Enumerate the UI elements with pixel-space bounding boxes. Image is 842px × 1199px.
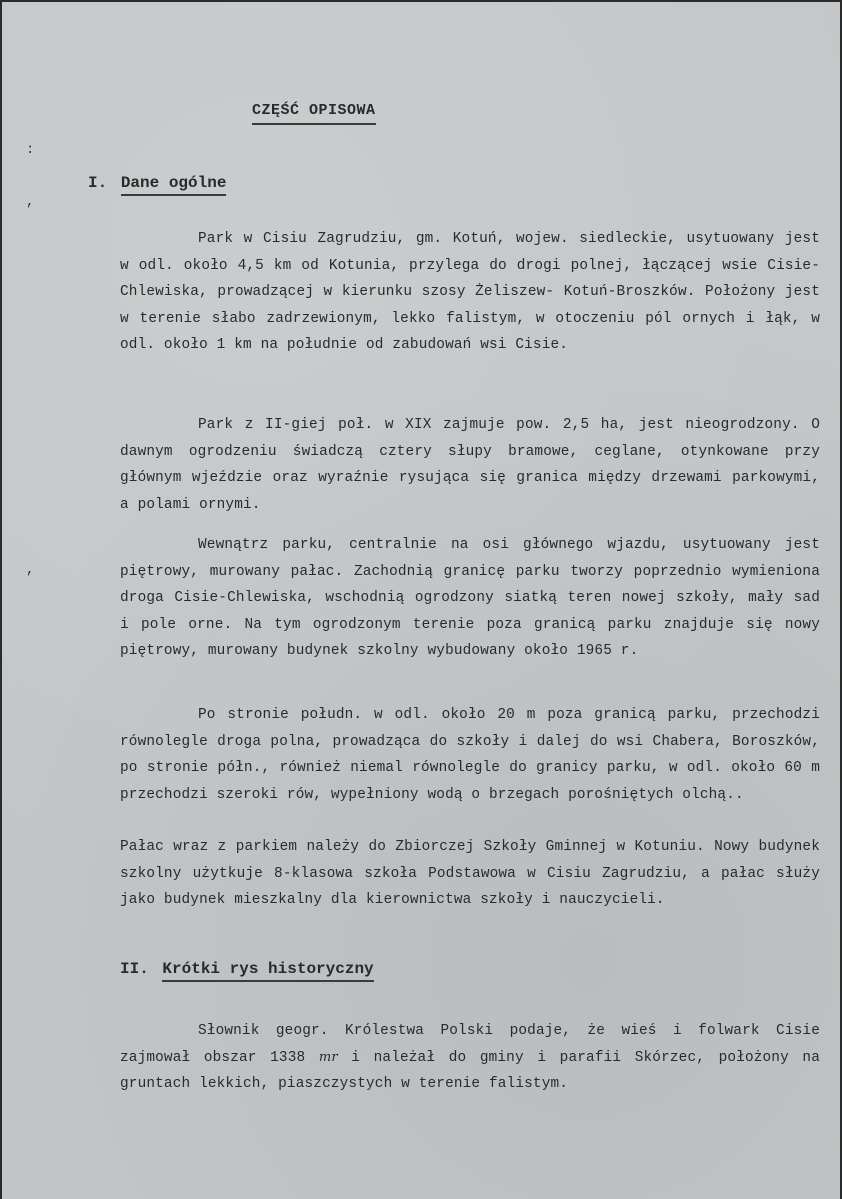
history-text-end: i należał do gminy i parafii Skórzec, położony na gruntach lekkich, piaszczystych w terenie falistym. [120,1049,821,1092]
paragraph-area: Park z II-giej poł. w XIX zajmuje pow. 2,5 ha, jest nieogrodzony. O dawnym ogrodzeniu świadczą cztery słupy bramowe, ceglane, otynkowane przy głównym wjeździe oraz wyraźnie rysująca się granica między drzewami parkowymi, a polami ornymi. [120,417,820,513]
page-title: CZĘŚĆ OPISOWA [252,102,376,125]
margin-mark: , [26,194,35,210]
section-number: I. [88,174,108,192]
section-number: II. [120,960,149,978]
paragraph-palace: Wewnątrz parku, centralnie na osi głównego wjazdu, usytuowany jest piętrowy, murowany pałac. Zachodnią granicę parku tworzy poprzednio wymieniona droga Cisie-Chlewiska, wschodnią ogrodzony siatką teren nowej szkoły, mały sad i pole orne. Na tym ogrodzonym terenie poza granicą parku znajduje się nowy piętrowy, murowany budynek szkolny wybudowany około 1965 r. [120,537,820,659]
section-title: Krótki rys historyczny [162,960,373,982]
section-title: Dane ogólne [121,174,227,196]
paragraph-ownership: Pałac wraz z parkiem należy do Zbiorczej Szkoły Gminnej w Kotuniu. Nowy budynek szkolny użytkuje 8-klasowa szkoła Podstawowa w Cisiu Zagrudziu, a pałac służy jako budynek mieszkalny dla kierownictwa szkoły i nauczycieli. [120,839,820,908]
section-heading-2 [120,960,374,982]
paragraph-history [120,1018,820,1098]
margin-mark: , [26,562,35,578]
paragraph-location: Park w Cisiu Zagrudziu, gm. Kotuń, wojew. siedleckie, usytuowany jest w odl. około 4,5 km od Kotunia, przylega do drogi polnej, łączącej wsie Cisie-Chlewiska, prowadzącej w kierunku szosy Żeliszew- Kotuń-Broszków. Położony jest w terenie słabo zadrzewionym, lekko falistym, w otoczeniu pól ornych i łąk, w odl. około 1 km na południe od zabudowań wsi Cisie. [120,231,820,353]
margin-mark: : [26,142,35,158]
history-text-start: Słownik geogr. Królestwa Polski podaje, że wieś i folwark Cisie zajmował obszar 1338 [120,1023,820,1066]
paragraph-surroundings: Po stronie połudn. w odl. około 20 m poza granicą parku, przechodzi równolegle droga polna, prowadząca do szkoły i dalej do wsi Chabera, Boroszków, po stronie półn., również niemal równolegle do granicy parku, w odl. około 60 m przechodzi szeroki rów, wypełniony wodą o brzegach porośniętych olchą.. [120,707,820,803]
section-heading-1 [88,174,226,196]
handwritten-note: mr [318,1049,338,1065]
